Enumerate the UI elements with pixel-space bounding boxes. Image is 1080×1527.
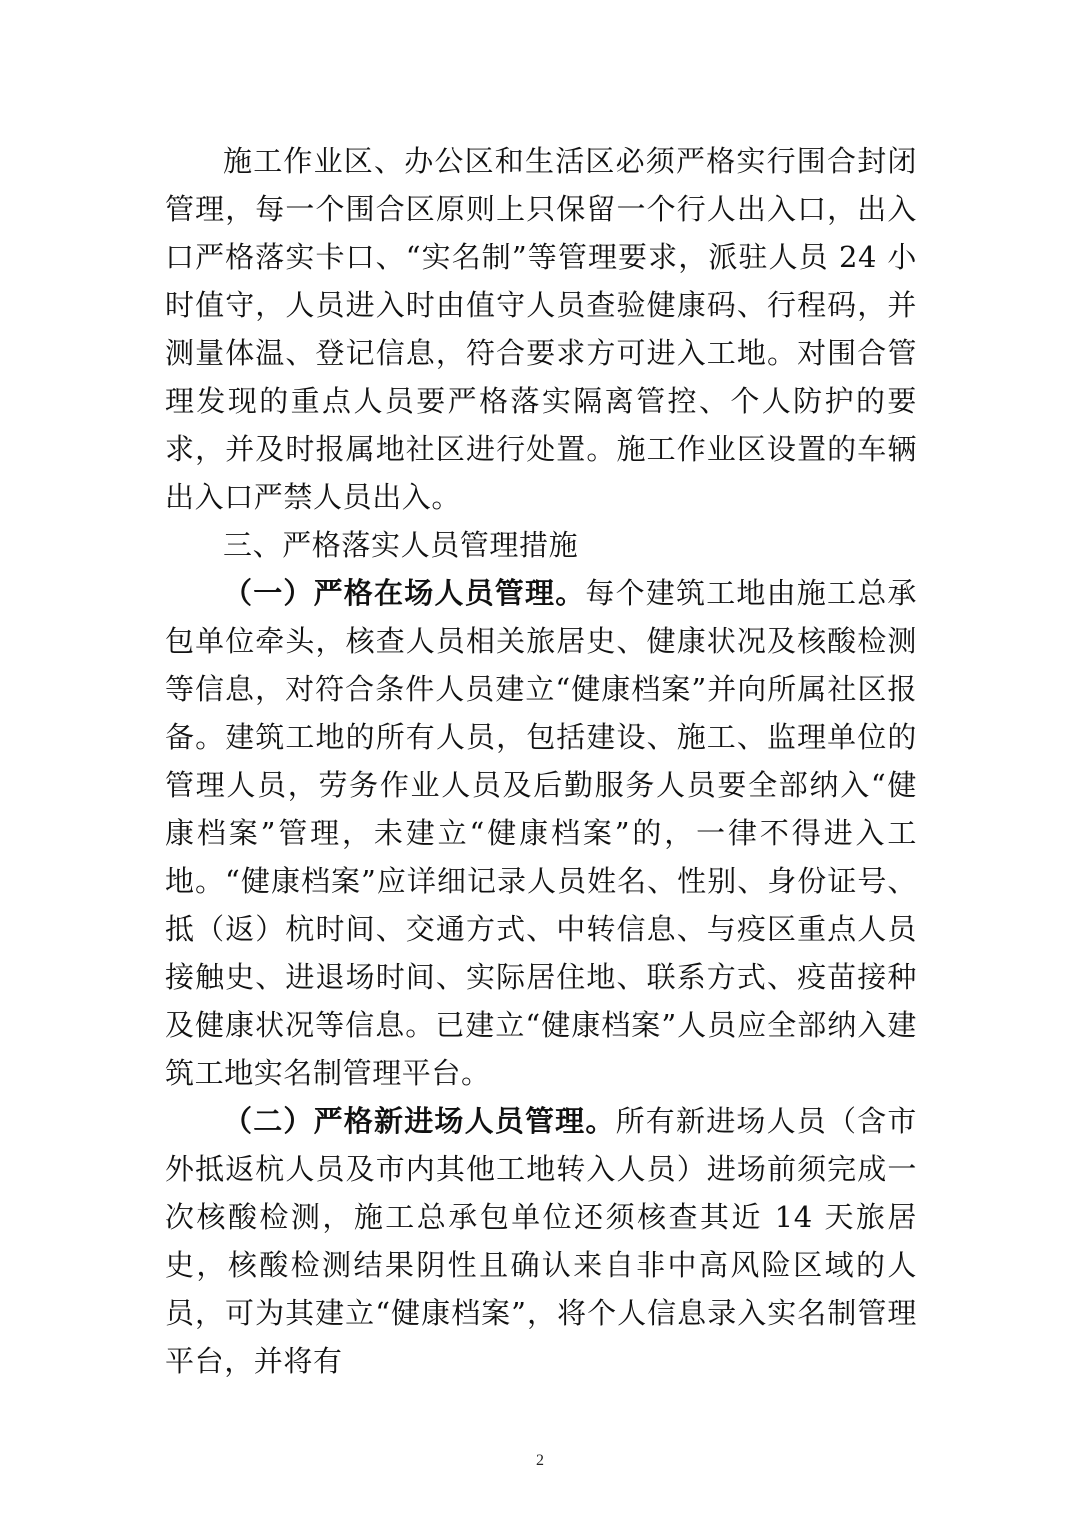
paragraph-lead: （一）严格在场人员管理。 — [223, 576, 586, 610]
paragraph-text: 施工作业区、办公区和生活区必须严格实行围合封闭管理，每一个围合区原则上只保留一个行人出入口，出入口严格落实卡口、“实名制”等管理要求，派驻人员 24 小时值守，人员进入时由值守人员查验健康码、行程码，并测量体温、登记信息，符合要求方可进入工地。对围合管理发现的重点人员要严格落实隔离管控、个人防护的要求，并及时报属地社区进行处置。施工作业区设置的车辆出入口严禁人员出入。 — [165, 144, 917, 514]
section-heading-text: 三、严格落实人员管理措施 — [223, 528, 579, 562]
paragraph-onsite-personnel — [165, 569, 917, 1097]
paragraph-text: 每个建筑工地由施工总承包单位牵头，核查人员相关旅居史、健康状况及核酸检测等信息，对符合条件人员建立“健康档案”并向所属社区报备。建筑工地的所有人员，包括建设、施工、监理单位的管理人员，劳务作业人员及后勤服务人员要全部纳入“健康档案”管理，未建立“健康档案”的，一律不得进入工地。“健康档案”应详细记录人员姓名、性别、身份证号、抵（返）杭时间、交通方式、中转信息、与疫区重点人员接触史、进退场时间、实际居住地、联系方式、疫苗接种及健康状况等信息。已建立“健康档案”人员应全部纳入建筑工地实名制管理平台。 — [165, 576, 918, 1090]
document-body — [165, 137, 917, 1385]
page-number: 2 — [536, 1452, 544, 1469]
paragraph-new-personnel — [165, 1097, 917, 1385]
section-heading — [165, 521, 917, 569]
paragraph-lead: （二）严格新进场人员管理。 — [223, 1104, 616, 1138]
paragraph-site-enclosure — [165, 137, 917, 521]
paragraph-text: 所有新进场人员（含市外抵返杭人员及市内其他工地转入人员）进场前须完成一次核酸检测，施工总承包单位还须核查其近 14 天旅居史，核酸检测结果阴性且确认来自非中高风险区域的人员，可为其建立“健康档案”，将个人信息录入实名制管理平台，并将有 — [165, 1104, 917, 1378]
